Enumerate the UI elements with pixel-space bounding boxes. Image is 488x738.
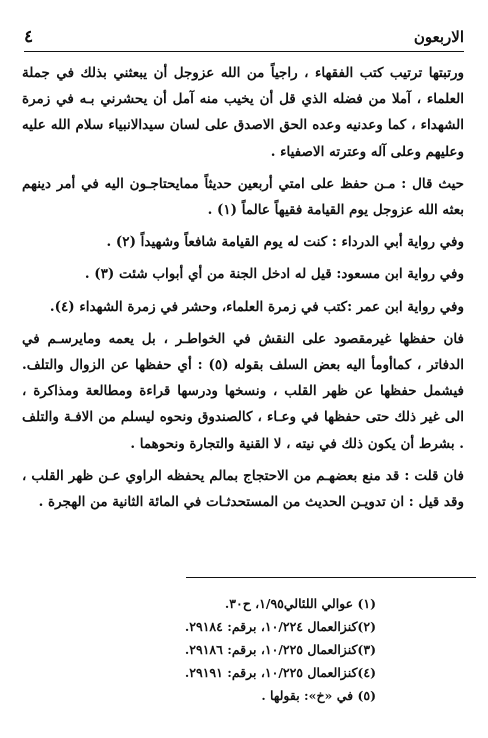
footnotes — [136, 592, 376, 707]
paragraph-hadith: حيث قال : مـن حفظ على امتي أربعين حديثاً ممايحتاجـون اليه في أمر دينهم بعثه الله عزوجل يوم القيامة فقيهاً عالماً (١) . — [22, 175, 464, 219]
footnote-3: (٣)كنزالعمال ١٠/٢٢٥، برقم: ٢٩١٨٦. — [184, 642, 376, 657]
paragraph-ibn-umar: وفي رواية ابن عمر :كتب في زمرة العلماء، وحشر في زمرة الشهداء (٤). — [49, 298, 464, 315]
page-header — [24, 26, 464, 48]
page-number: ٤ — [24, 27, 34, 47]
footnote-4: (٤)كنزالعمال ١٠/٢٢٥، برقم: ٢٩١٩١. — [184, 665, 376, 680]
paragraph-abu-darda: وفي رواية أبي الدرداء : كنت له يوم القيامة شافعاً وشهيداً (٢) . — [106, 234, 464, 251]
header-rule — [24, 51, 464, 52]
body-text — [22, 60, 464, 515]
paragraph-intro: ورتبتها ترتيب كتب الفقهاء ، راجياً من الله عزوجل أن يبعثني بذلك في جملة العلماء ، آملا من فضله الذي قل أن يخيب منه آمل أن يحشرني بـه في زمرة الشهداء ، كما وعدنيه وعده الحق الاصدق على لسان سيدالانبياء سلام الله عليه وعليهم وعلى آله وعترته الاصفياء . — [22, 65, 464, 160]
paragraph-preservation: فان حفظها غيرمقصود على النقش في الخواطـر ، بل يعمه ومايرسـم في الدفاتر ، كماأومأ اليه بعض السلف بقوله (٥) : أي حفظها عن الزوال والتلف. فيشمل حفظها عن ظهر القلب ، ونسخها ودرسها قراءة ومطالعة ومذاكرة ، الى غير ذلك حتى حفظها في وعـاء ، كالصندوق ونحوه ليسلم من الافـة والتلف . بشرط أن يكون ذلك في نيته ، لا القنية والتجارة ونحوهما . — [22, 330, 465, 452]
running-title: الاربعون — [413, 28, 464, 46]
paragraph-ibn-masud: وفي رواية ابن مسعود: قيل له ادخل الجنة من أي أبواب شئت (٣) . — [84, 266, 464, 283]
footnote-1: (١) عوالي اللئالي١/٩٥، ح٣٠. — [224, 596, 376, 611]
footnote-2: (٢)كنزالعمال ١٠/٢٢٤، برقم: ٢٩١٨٤. — [184, 619, 376, 634]
footnote-rule — [186, 577, 476, 578]
paragraph-objection: فان قلت : قد منع بعضهـم من الاحتجاج بمالم يحفظه الراوي عـن ظهر القلب ، وقد قيل : ان تدويـن الحديث من المستحدثـات في المائة الثانية من الهجرة . — [22, 467, 464, 511]
footnote-5: (٥) في «خ»: بقولها . — [261, 688, 376, 703]
